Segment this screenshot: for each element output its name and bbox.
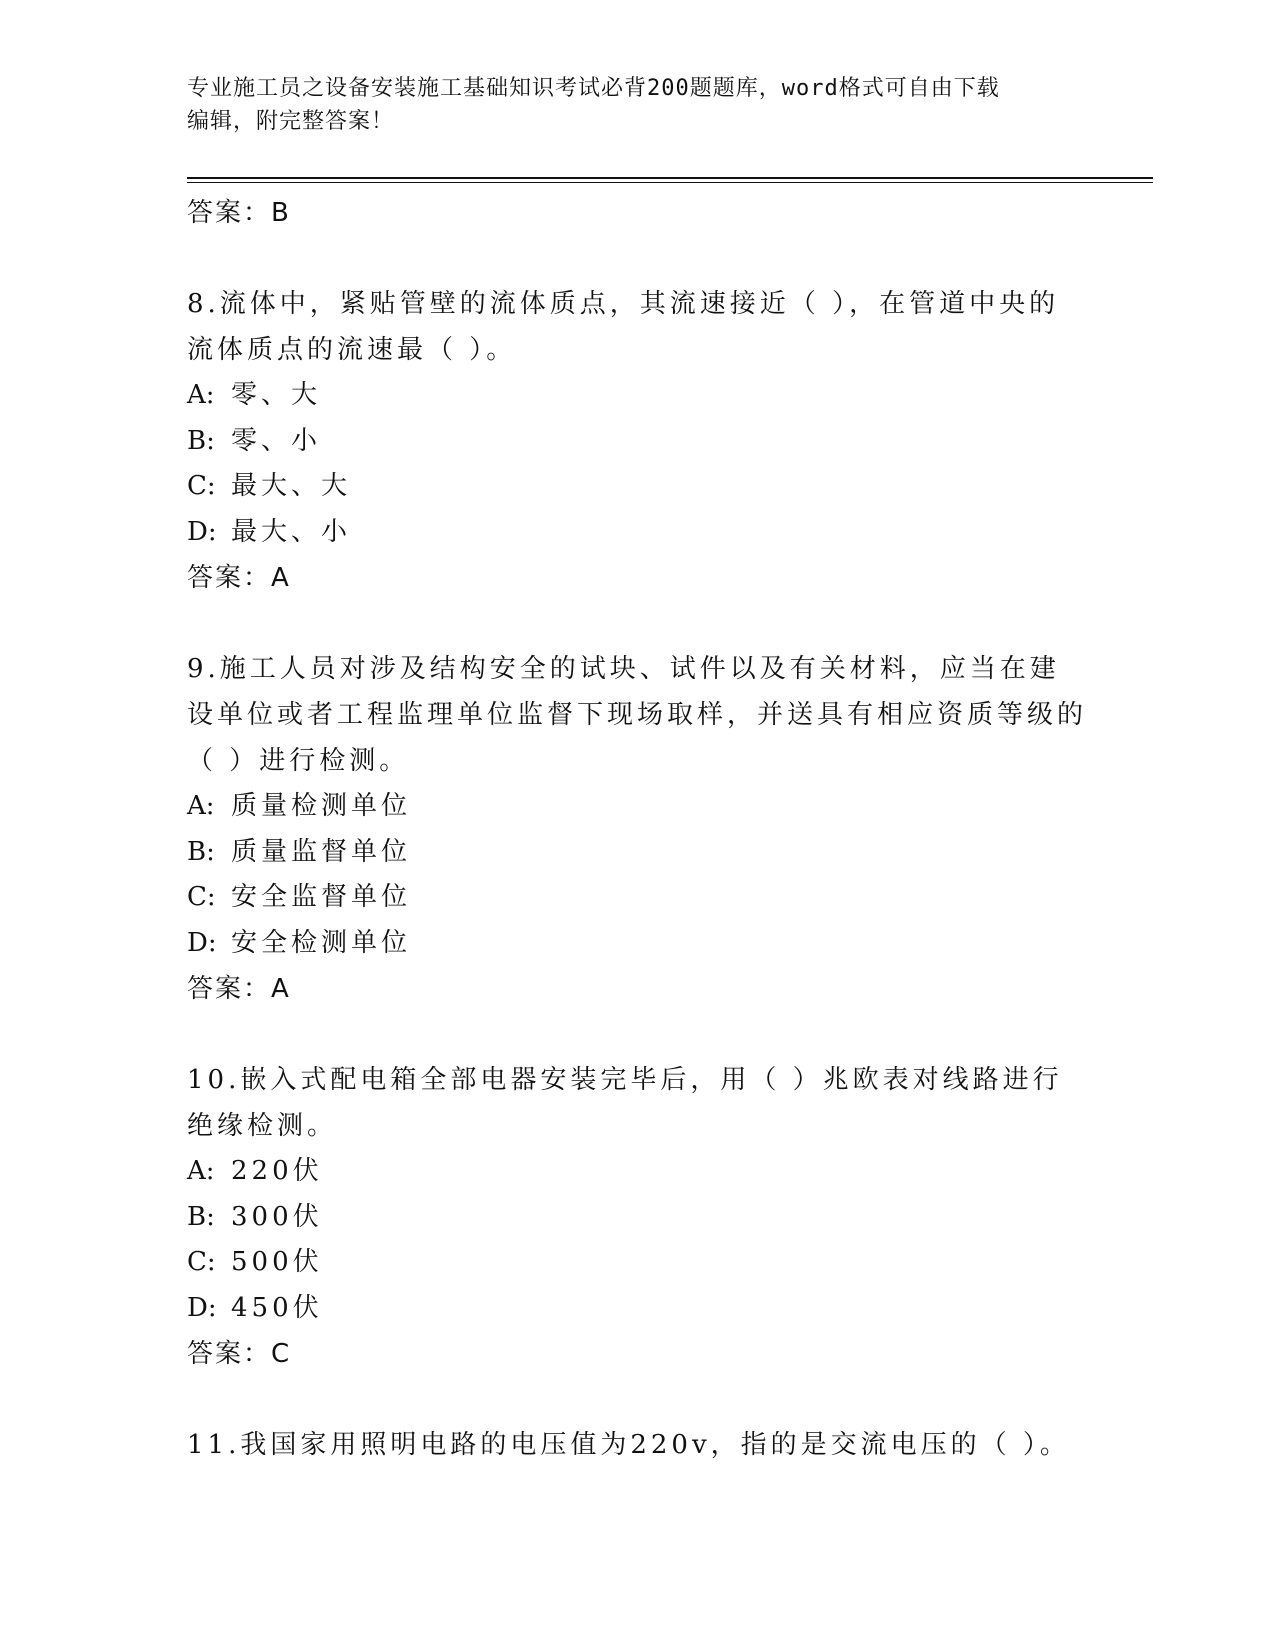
option-key: B: (187, 425, 215, 456)
option-key: A: (187, 1156, 215, 1186)
header-divider-thick (187, 177, 1153, 179)
option-a (187, 1149, 1087, 1195)
option-c (187, 875, 1087, 921)
option-key: A: (187, 380, 215, 410)
option-text: 220伏 (231, 1156, 323, 1186)
header-line-2: 编辑，附完整答案！ (187, 109, 395, 134)
option-c (187, 1240, 1087, 1286)
option-c (187, 464, 1087, 510)
option-text: 300伏 (231, 1201, 323, 1232)
option-key: B: (187, 1201, 215, 1232)
option-key: C: (187, 471, 216, 501)
option-b (187, 419, 1087, 465)
option-key: C: (187, 1247, 216, 1277)
question-8 (187, 281, 1087, 601)
option-text: 500伏 (231, 1247, 323, 1277)
document-header (187, 72, 1087, 138)
option-text: 质量检测单位 (231, 791, 412, 821)
option-key: C: (187, 882, 216, 912)
option-text: 零、大 (231, 380, 322, 410)
option-text: 最大、小 (231, 516, 352, 547)
option-text: 质量监督单位 (231, 836, 412, 867)
question-stem: 10.嵌入式配电箱全部电器安装完毕后，用（ ）兆欧表对线路进行绝缘检测。 (187, 1065, 1063, 1141)
question-9 (187, 646, 1087, 1012)
option-text: 零、小 (231, 425, 322, 456)
question-stem: 8.流体中，紧贴管壁的流体质点，其流速接近（ ），在管道中央的流体质点的流速最（ ）。 (187, 289, 1060, 365)
option-d (187, 921, 1087, 967)
question-answer: 答案：A (187, 974, 291, 1004)
question-answer: 答案：A (187, 563, 291, 593)
option-d (187, 1286, 1087, 1332)
option-b (187, 830, 1087, 876)
question-stem: 9.施工人员对涉及结构安全的试块、试件以及有关材料，应当在建设单位或者工程监理单位监督下现场取样，并送具有相应资质等级的（ ）进行检测。 (187, 654, 1088, 776)
question-10 (187, 1057, 1087, 1377)
header-line-1: 专业施工员之设备安装施工基础知识考试必背200题题库，word格式可自由下载 (187, 76, 1000, 101)
option-text: 最大、大 (231, 471, 352, 501)
previous-answer: 答案：B (187, 198, 291, 228)
question-answer: 答案：C (187, 1339, 292, 1369)
option-a (187, 784, 1087, 830)
option-key: D: (187, 516, 217, 547)
option-text: 安全检测单位 (231, 927, 412, 958)
option-key: D: (187, 1292, 217, 1323)
option-d (187, 510, 1087, 556)
question-11 (187, 1422, 1087, 1468)
option-key: A: (187, 791, 215, 821)
header-divider-thin (187, 182, 1153, 183)
option-key: D: (187, 927, 217, 958)
question-stem: 11.我国家用照明电路的电压值为220v，指的是交流电压的（ ）。 (187, 1430, 1070, 1460)
option-b (187, 1195, 1087, 1241)
option-key: B: (187, 836, 215, 867)
option-text: 450伏 (231, 1292, 323, 1323)
question-list (187, 190, 1087, 1468)
option-a (187, 373, 1087, 419)
option-text: 安全监督单位 (231, 882, 412, 912)
